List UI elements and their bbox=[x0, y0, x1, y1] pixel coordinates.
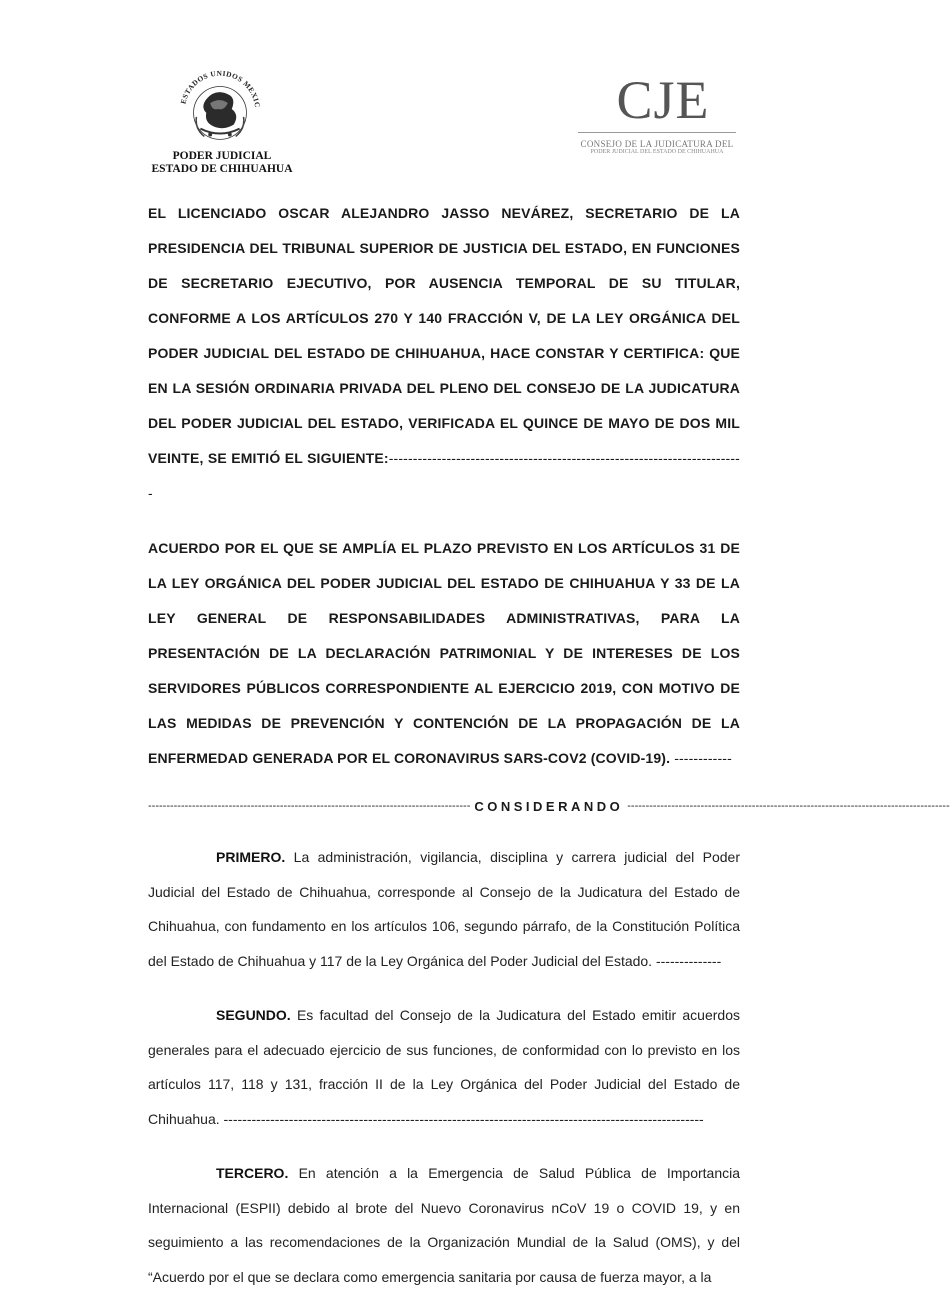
considerando-label: CONSIDERANDO bbox=[474, 798, 624, 814]
paragraph-lead: TERCERO. bbox=[216, 1165, 289, 1181]
agreement-title-trail: ------------ bbox=[674, 750, 732, 766]
institution-line-1: PODER JUDICIAL bbox=[172, 150, 272, 162]
cje-logo bbox=[572, 72, 742, 155]
paragraph-text: Es facultad del Consejo de la Judicatura del Estado emitir acuerdos generales para el adecuado ejercicio de sus funciones, de conformidad con lo previsto en los artículos 117, 118 y 131, fracción II de la Ley Orgánica del Poder Judicial del Estado de Chihuahua. bbox=[148, 1007, 740, 1127]
eagle-seal-icon bbox=[170, 60, 270, 158]
considerando-heading bbox=[148, 794, 950, 818]
paragraph-trail: -------------- bbox=[655, 952, 722, 969]
paragraph-trail: ------------------------------------------------------------------------------------------------------- bbox=[223, 1110, 704, 1127]
certification-trail: -------------------------------------------------------------------------- bbox=[148, 450, 740, 501]
cje-logo-line-2: PODER JUDICIAL DEL ESTADO DE CHIHUAHUA bbox=[590, 149, 724, 155]
paragraph-tercero bbox=[148, 1156, 740, 1294]
paragraph-primero bbox=[148, 840, 740, 978]
seal-legend: ESTADOS UNIDOS MEXIC bbox=[178, 68, 263, 109]
heading-dashes-right: ---------------------------------------------------------------------------------------- bbox=[627, 800, 950, 812]
institution-line-2: ESTADO DE CHIHUAHUA bbox=[151, 163, 293, 175]
heading-dashes-left: ---------------------------------------------------------------------------------------- bbox=[148, 800, 471, 812]
certification-statement bbox=[148, 196, 740, 511]
institution-name bbox=[142, 150, 302, 176]
national-seal bbox=[170, 60, 270, 158]
cje-logo-line-1: CONSEJO DE LA JUDICATURA DEL bbox=[580, 139, 734, 149]
logo-divider bbox=[578, 132, 736, 133]
paragraph-lead: PRIMERO. bbox=[216, 849, 286, 865]
paragraph-lead: SEGUNDO. bbox=[216, 1007, 291, 1023]
cje-logo-mark: CJE bbox=[616, 70, 710, 130]
document-body bbox=[148, 196, 950, 1294]
certification-text: EL LICENCIADO OSCAR ALEJANDRO JASSO NEVÁREZ, SECRETARIO DE LA PRESIDENCIA DEL TRIBUNAL SUPERIOR DE JUSTICIA DEL ESTADO, EN FUNCIONES DE SECRETARIO EJECUTIVO, POR AUSENCIA TEMPORAL DE SU TITULAR, CONFORME A LOS ARTÍCULOS 270 Y 140 FRACCIÓN V, DE LA LEY ORGÁNICA DEL PODER JUDICIAL DEL ESTADO DE CHIHUAHUA, HACE CONSTAR Y CERTIFICA: QUE EN LA SESIÓN ORDINARIA PRIVADA DEL PLENO DEL CONSEJO DE LA JUDICATURA DEL PODER JUDICIAL DEL ESTADO, VERIFICADA EL QUINCE DE MAYO DE DOS MIL VEINTE, SE EMITIÓ EL SIGUIENTE: bbox=[148, 205, 740, 466]
agreement-title bbox=[148, 531, 740, 776]
paragraph-text: La administración, vigilancia, disciplina y carrera judicial del Poder Judicial del Estado de Chihuahua, corresponde al Consejo de la Judicatura del Estado de Chihuahua, con fundamento en los artículos 106, segundo párrafo, de la Constitución Política del Estado de Chihuahua y 117 de la Ley Orgánica del Poder Judicial del Estado. bbox=[148, 849, 740, 969]
agreement-title-text: ACUERDO POR EL QUE SE AMPLÍA EL PLAZO PREVISTO EN LOS ARTÍCULOS 31 DE LA LEY ORGÁNICA DEL PODER JUDICIAL DEL ESTADO DE CHIHUAHUA Y 33 DE LA LEY GENERAL DE RESPONSABILIDADES ADMINISTRATIVAS, PARA LA PRESENTACIÓN DE LA DECLARACIÓN PATRIMONIAL Y DE INTERESES DE LOS SERVIDORES PÚBLICOS CORRESPONDIENTE AL EJERCICIO 2019, CON MOTIVO DE LAS MEDIDAS DE PREVENCIÓN Y CONTENCIÓN DE LA PROPAGACIÓN DE LA ENFERMEDAD GENERADA POR EL CORONAVIRUS SARS-COV2 (COVID-19). bbox=[148, 540, 740, 766]
paragraph-text: En atención a la Emergencia de Salud Pública de Importancia Internacional (ESPII) debido al brote del Nuevo Coronavirus nCoV 19 o COVID 19, y en seguimiento a las recomendaciones de la Organización Mundial de la Salud (OMS), y del “Acuerdo por el que se declara como emergencia sanitaria por causa de fuerza mayor, a la bbox=[148, 1165, 741, 1285]
paragraph-segundo bbox=[148, 998, 740, 1136]
